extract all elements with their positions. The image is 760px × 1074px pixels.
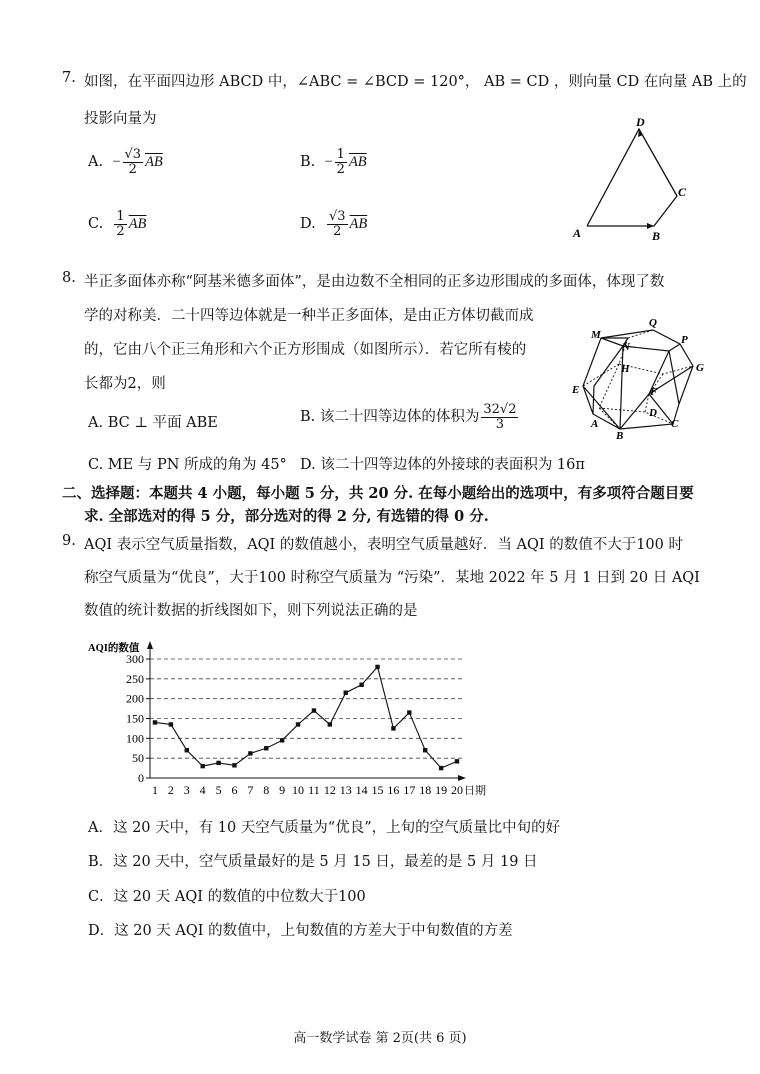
x-tick-label: 18 <box>419 783 432 797</box>
x-tick-label: 2 <box>167 783 174 797</box>
q8-label-f: F <box>650 386 658 398</box>
q8-stem-line3: 的，它由八个正三角形和六个正方形围成（如图所示）．若它所有棱的 <box>84 342 527 358</box>
y-tick-label: 0 <box>138 771 144 785</box>
data-point <box>375 665 379 669</box>
q8-label-m: M <box>591 329 601 341</box>
y-tick-label: 100 <box>126 731 144 746</box>
section2-heading-line1: 二、选择题：本题共 4 小题，每小题 5 分，共 20 分. 在每小题给出的选项中，有多项符合题目要 <box>62 485 694 502</box>
x-tick-label: 12 <box>323 783 336 797</box>
q7-label-c: C <box>678 185 687 199</box>
data-point <box>296 722 300 726</box>
q7-number: 7. <box>62 70 76 86</box>
data-point <box>153 720 157 724</box>
q7-option-c: C. $\frac{1}{2}$ $\overline{AB}$ <box>88 209 147 239</box>
data-point <box>407 710 411 714</box>
x-tick-label: 3 <box>183 783 190 797</box>
q8-polyhedron-figure <box>565 316 710 440</box>
series-line <box>155 667 457 768</box>
data-point <box>391 726 395 730</box>
q8-option-c: C. ME 与 PN 所成的角为 45° <box>88 457 287 473</box>
q7-option-b: B. − $\frac{1}{2}$ $\overline{AB}$ <box>300 147 367 177</box>
x-tick-label: 6 <box>231 783 238 797</box>
q8-label-b: B <box>616 430 624 442</box>
x-tick-label: 15 <box>371 783 384 797</box>
q8-label-h: H <box>621 363 630 375</box>
y-tick-label: 150 <box>126 711 144 726</box>
x-tick-label: 14 <box>355 783 368 797</box>
q8-label-e: E <box>572 384 580 396</box>
y-tick-label: 250 <box>126 671 144 686</box>
data-point <box>423 748 427 752</box>
q7-label-a: A <box>573 226 582 240</box>
y-tick-label: 50 <box>132 751 144 766</box>
q8-option-d: D. 该二十四等边体的外接球的表面积为 16π <box>300 457 585 473</box>
x-tick-label: 17 <box>403 783 416 797</box>
q7-quadrilateral-figure <box>565 112 705 242</box>
data-point <box>328 722 332 726</box>
y-axis-arrow <box>147 641 153 649</box>
q9-stem-line3: 数值的统计数据的折线图如下，则下列说法正确的是 <box>84 603 418 619</box>
data-point <box>185 748 189 752</box>
x-tick-label: 5 <box>215 783 222 797</box>
q8-number: 8. <box>62 270 76 286</box>
y-tick-label: 200 <box>126 691 144 706</box>
data-point <box>312 708 316 712</box>
page-footer: 高一数学试卷 第 2页(共 6 页) <box>293 1031 467 1046</box>
q7-stem-line1: 如图，在平面四边形 ABCD 中，∠ABC = ∠BCD = 120°， AB = CD ，则向量 CD 在向量 AB 上的 <box>84 74 747 90</box>
q8-label-n: N <box>622 341 630 353</box>
data-point <box>169 722 173 726</box>
q9-option-a: A．这 20 天中，有 10 天空气质量为“优良”，上旬的空气质量比中旬的好 <box>88 820 561 836</box>
q8-label-d: D <box>649 407 657 419</box>
q7-stem-line2: 投影向量为 <box>84 111 157 127</box>
q7-label-d: D <box>636 115 645 129</box>
x-tick-label: 20 <box>451 783 463 797</box>
data-point <box>216 761 220 765</box>
q7-label-b: B <box>652 229 661 243</box>
q8-label-c: C <box>671 418 679 430</box>
q7-option-a: A. − $\frac{√3}{2}$ $\overline{AB}$ <box>88 147 163 177</box>
y-tick-label: 300 <box>126 652 144 666</box>
data-point <box>232 763 236 767</box>
x-tick-label: 9 <box>279 783 286 797</box>
x-tick-label: 10 <box>292 783 305 797</box>
q8-option-b: B. 该二十四等边体的体积为 $\frac{32√2}{3}$ <box>300 402 517 432</box>
q8-stem-line2: 学的对称美．二十四等边体就是一种半正多面体，是由正方体切截而成 <box>84 308 534 324</box>
data-point <box>455 759 459 763</box>
aqi-line-chart <box>80 636 486 797</box>
q7-option-d: D. $\frac{√3}{2}$ $\overline{AB}$ <box>300 209 368 239</box>
q8-label-p: P <box>681 334 688 346</box>
q8-stem-line4: 长都为2，则 <box>84 376 166 392</box>
data-point <box>200 764 204 768</box>
x-tick-label: 11 <box>308 783 320 797</box>
data-point <box>280 738 284 742</box>
q9-stem-line2: 称空气质量为“优良”，大于100 时称空气质量为 “污染”．某地 2022 年 5 月 1 日到 20 日 AQI <box>84 570 700 586</box>
x-tick-label: 19 <box>435 783 448 797</box>
x-tick-label: 13 <box>339 783 352 797</box>
q8-option-a: A. BC ⊥ 平面 ABE <box>88 415 218 431</box>
x-tick-label: 4 <box>199 783 206 797</box>
section2-heading-line2: 求. 全部选对的得 5 分，部分选对的得 2 分, 有选错的得 0 分. <box>84 508 489 525</box>
q9-option-b: B．这 20 天中，空气质量最好的是 5 月 15 日，最差的是 5 月 19 日 <box>88 854 538 870</box>
data-point <box>248 751 252 755</box>
q9-option-d: D．这 20 天 AQI 的数值中，上旬数值的方差大于中旬数值的方差 <box>88 923 513 939</box>
x-tick-label: 7 <box>247 783 254 797</box>
x-axis-arrow <box>458 775 466 781</box>
chart-axes <box>146 641 466 781</box>
q9-stem-line1: AQI 表示空气质量指数，AQI 的数值越小，表明空气质量越好．当 AQI 的数值不大于100 时 <box>84 537 683 553</box>
chart-series <box>153 665 459 771</box>
q9-option-c: C．这 20 天 AQI 的数值的中位数大于100 <box>88 889 366 905</box>
data-point <box>264 746 268 750</box>
data-point <box>359 683 363 687</box>
x-tick-label: 1 <box>152 783 158 797</box>
q8-label-a: A <box>591 418 599 430</box>
q8-label-q: Q <box>649 317 657 329</box>
q9-number: 9. <box>62 533 76 549</box>
x-tick-label: 16 <box>387 783 400 797</box>
data-point <box>439 766 443 770</box>
chart-grid <box>150 659 462 758</box>
q8-stem-line1: 半正多面体亦称“阿基米德多面体”，是由边数不全相同的正多边形围成的多面体，体现了数 <box>84 274 665 290</box>
x-axis-label: 日期 <box>464 785 486 797</box>
q8-label-g: G <box>696 362 704 374</box>
y-axis-label: AQI的数值 <box>88 643 140 654</box>
data-point <box>344 691 348 695</box>
x-tick-label: 8 <box>263 783 270 797</box>
